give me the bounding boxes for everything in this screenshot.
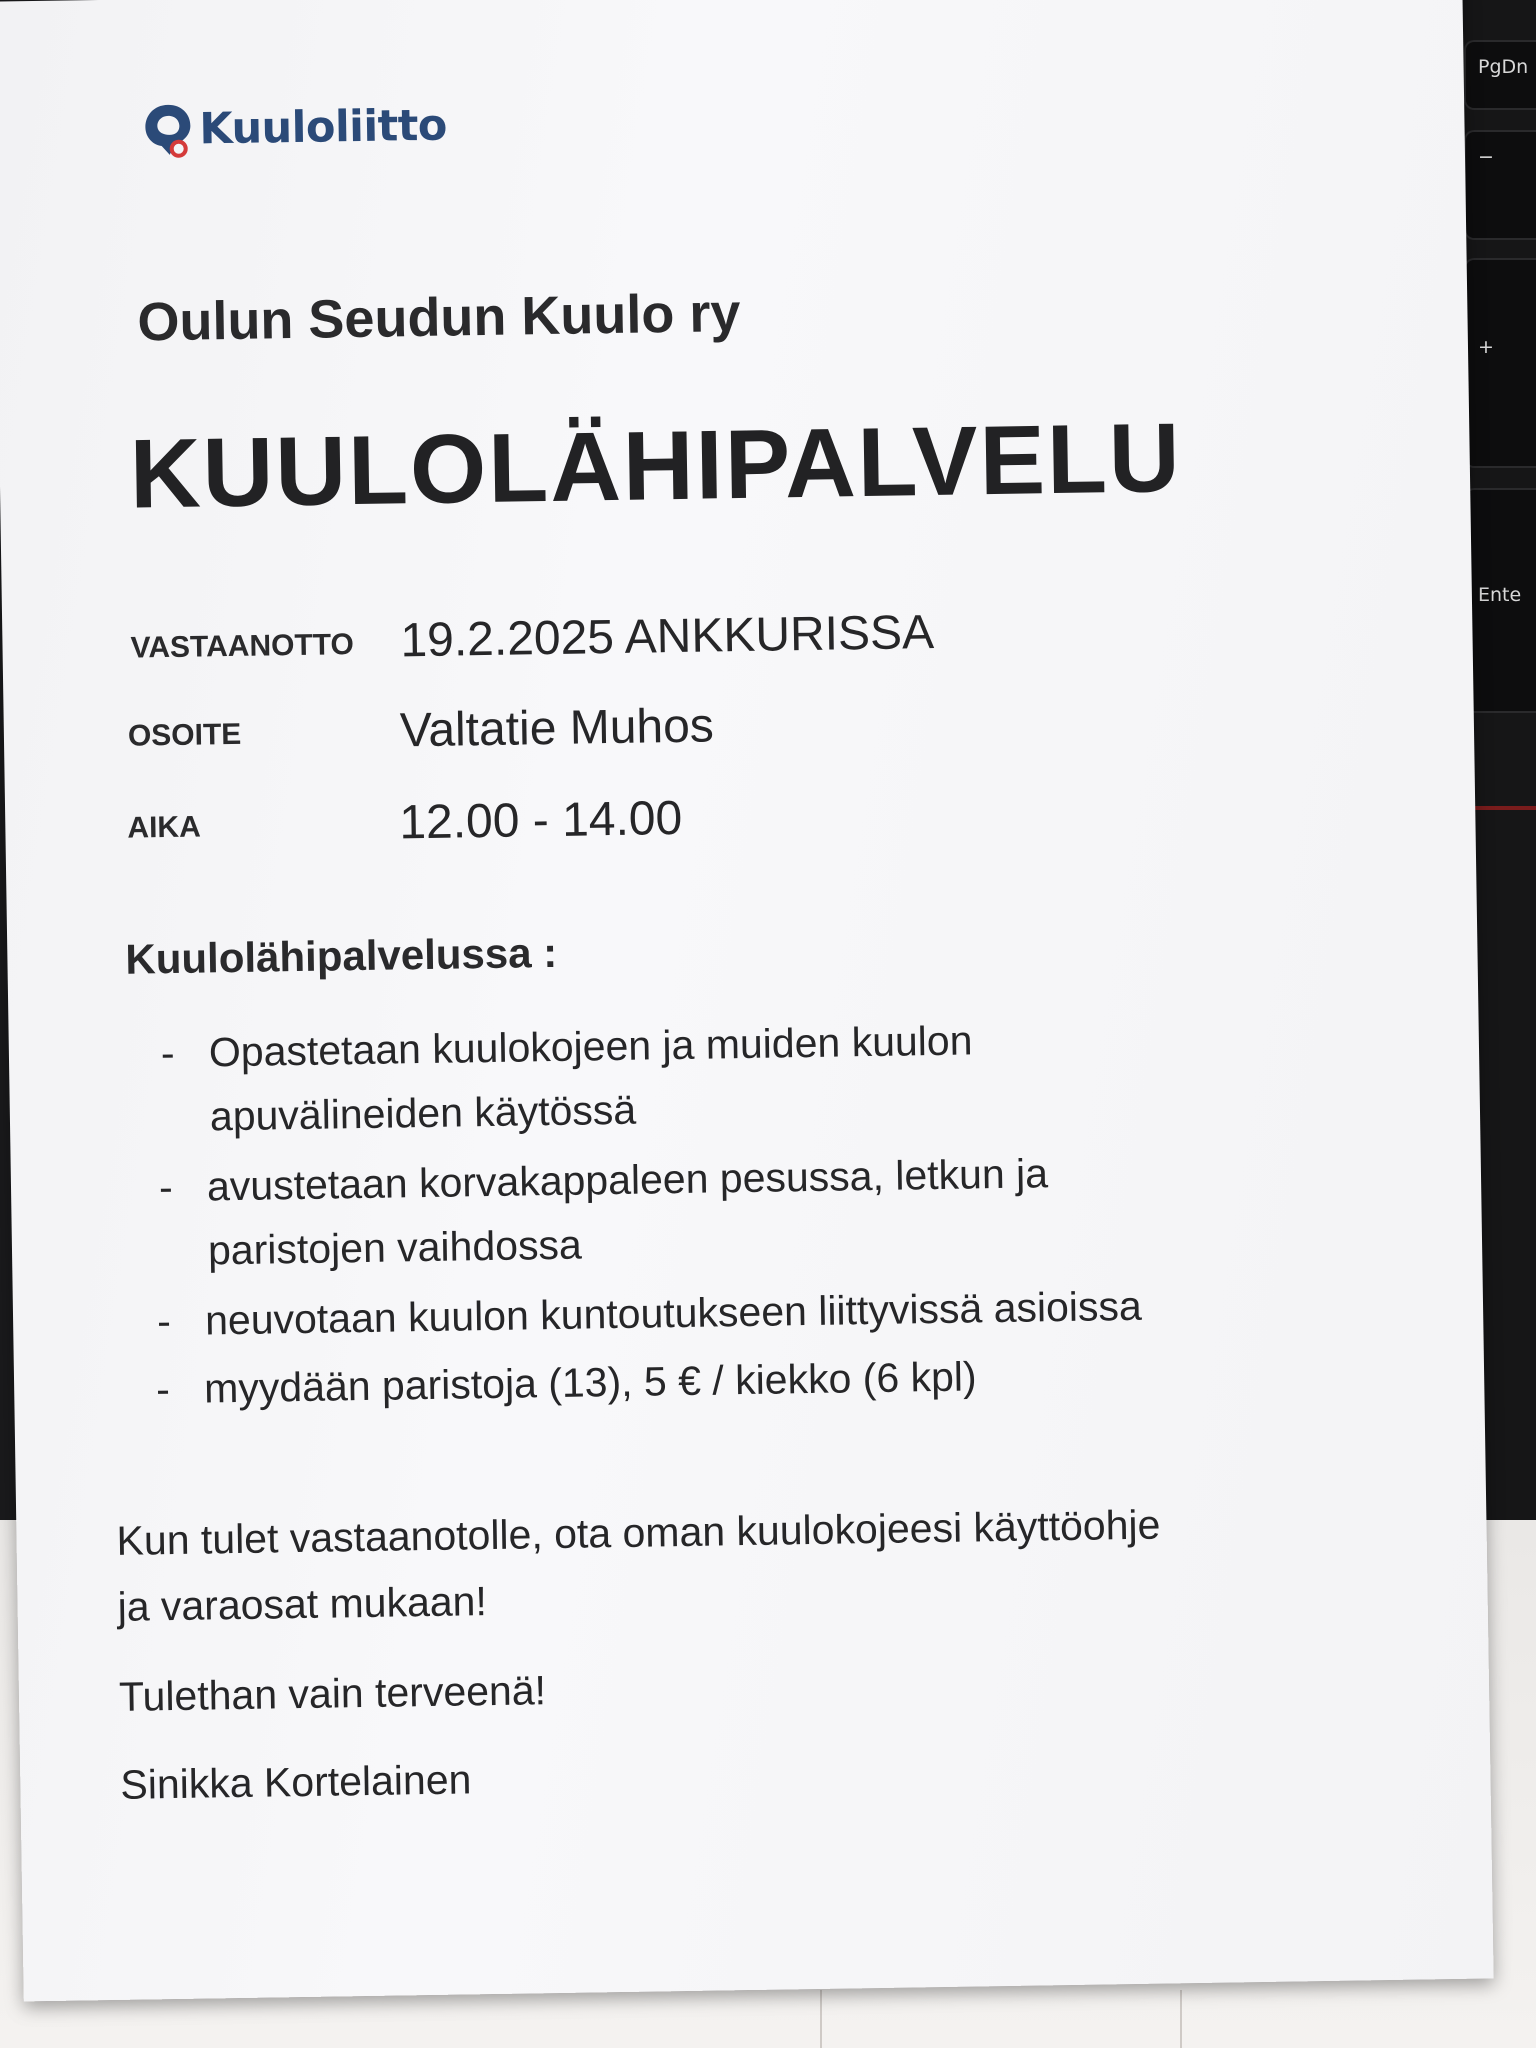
bring-note-line: ja varaosat mukaan!: [117, 1578, 488, 1630]
info-value-vastaanotto: 19.2.2025 ANKKURISSA: [400, 605, 935, 668]
logo-text: Kuuloliitto: [199, 100, 448, 155]
key-pgdn: PgDn: [1464, 40, 1536, 110]
services-heading: Kuulolähipalvelussa :: [125, 928, 558, 983]
service-item: [155, 1344, 977, 1420]
service-item: [158, 1141, 1050, 1282]
info-value-aika: 12.00 - 14.00: [398, 791, 683, 850]
service-item: [156, 1274, 1143, 1353]
info-label-osoite: OSOITE: [127, 717, 242, 753]
bullet-dash: -: [158, 1163, 174, 1211]
info-value-osoite: Valtatie Muhos: [399, 699, 715, 758]
service-item-line: avustetaan korvakappaleen pesussa, letkun ja: [206, 1150, 1049, 1210]
service-item-line: myydään paristoja (13), 5 € / kiekko (6 kpl): [203, 1353, 977, 1412]
service-item-line: neuvotaan kuulon kuntoutukseen liittyvissä asioissa: [204, 1282, 1143, 1344]
kuuloliitto-logo: [139, 95, 447, 162]
key-enter: Ente: [1464, 488, 1536, 713]
desk-seam: [1180, 1990, 1182, 2048]
bullet-dash: -: [155, 1366, 171, 1413]
service-item-line: paristojen vaihdossa: [207, 1221, 583, 1274]
bullet-dash: -: [160, 1029, 175, 1077]
key-plus: +: [1464, 258, 1536, 468]
service-item: [160, 1008, 974, 1148]
info-label-aika: AIKA: [127, 810, 201, 845]
bring-note: [116, 1492, 1162, 1640]
page-title: KUULOLÄHIPALVELU: [128, 402, 1183, 529]
desk-seam: [820, 1990, 822, 2048]
ear-logo-icon: [139, 98, 198, 161]
organization-name: Oulun Seudun Kuulo ry: [136, 282, 741, 353]
signature: Sinikka Kortelainen: [120, 1756, 472, 1808]
service-item-line: Opastetaan kuulokojeen ja muiden kuulon: [208, 1017, 973, 1076]
bring-note-line: Kun tulet vastaanotolle, ota oman kuulokojeesi käyttöohje: [116, 1501, 1161, 1564]
bullet-dash: -: [156, 1298, 172, 1345]
key-minus: −: [1464, 130, 1536, 240]
health-note: Tulethan vain terveenä!: [118, 1667, 547, 1720]
service-item-line: apuvälineiden käytössä: [209, 1086, 637, 1140]
info-label-vastaanotto: VASTAANOTTO: [130, 628, 355, 665]
